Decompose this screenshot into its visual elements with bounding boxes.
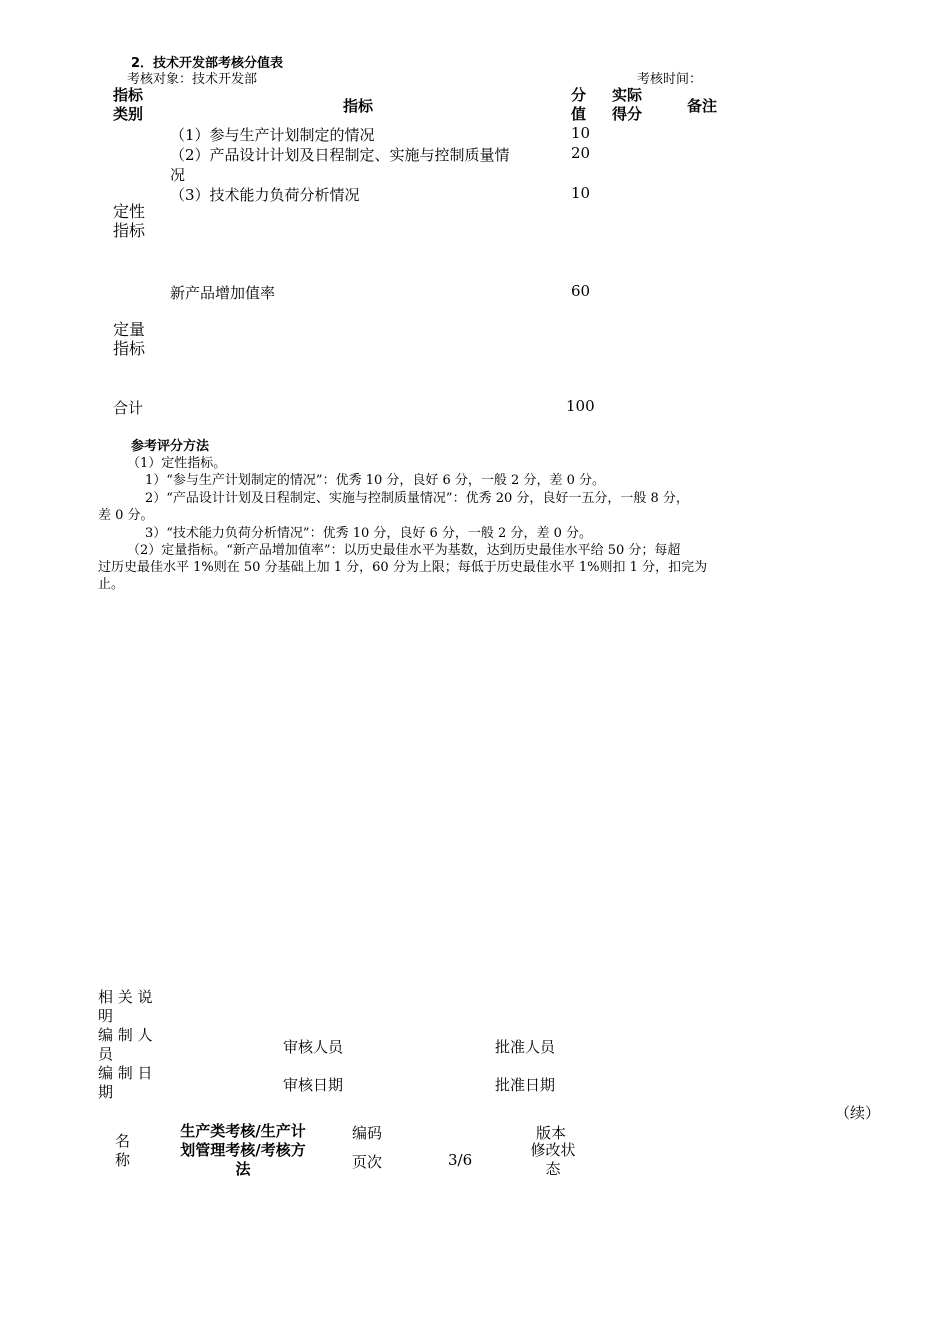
header-actual-score: 实际 得分 (612, 86, 643, 123)
page-value: 3/6 (448, 1151, 473, 1169)
edit-date-label: 编 制 日 期 (98, 1064, 153, 1101)
related-notes-label: 相 关 说 明 (98, 988, 153, 1025)
review-date-label: 审核日期 (283, 1076, 344, 1094)
approver-label: 批准人员 (495, 1038, 556, 1056)
method-title: 参考评分方法 (131, 439, 210, 454)
method-line-3: 2）“产品设计计划及日程制定、实施与控制质量情况”：优秀 20 分，良好一五分，一般 8 分， (145, 491, 689, 506)
assessment-time: 考核时间： (637, 72, 703, 87)
qualitative-label: 定性 指标 (113, 202, 146, 240)
method-line-5-cont: 过历史最佳水平 1%则在 50 分基础上加 1 分，60 分为上限；每低于历史最佳水平 1%则扣 1 分，扣完为 (98, 560, 708, 575)
qualitative-row-1-indicator: （1）参与生产计划制定的情况 (170, 126, 375, 144)
qualitative-row-3-indicator: （3）技术能力负荷分析情况 (170, 186, 360, 204)
method-line-4: 3）“技术能力负荷分析情况”：优秀 10 分，良好 6 分，一般 2 分，差 0 分。 (145, 526, 592, 541)
page-label: 页次 (352, 1153, 383, 1171)
method-line-1: （1）定性指标。 (127, 456, 227, 471)
header-category: 指标 类别 (113, 86, 144, 123)
qualitative-row-2-indicator: （2）产品设计计划及日程制定、实施与控制质量情 (170, 146, 510, 164)
code-label: 编码 (352, 1124, 383, 1142)
header-score: 分 值 (571, 86, 587, 123)
total-score: 100 (566, 397, 595, 415)
version-label: 版本 (536, 1124, 567, 1142)
name-label: 名 称 (115, 1132, 131, 1169)
method-line-5-end: 止。 (98, 577, 125, 592)
document-title: 生产类考核/生产计 划管理考核/考核方 法 (180, 1122, 306, 1178)
editor-label: 编 制 人 员 (98, 1026, 153, 1063)
qualitative-row-1-score: 10 (571, 124, 591, 142)
header-indicator: 指标 (343, 97, 374, 115)
method-line-5: （2）定量指标。“新产品增加值率”：以历史最佳水平为基数，达到历史最佳水平给 50 分；每超 (127, 543, 681, 558)
method-line-3-cont: 差 0 分。 (98, 508, 154, 523)
section-title: 2．技术开发部考核分值表 (131, 56, 284, 71)
continued-label: （续） (835, 1104, 881, 1122)
revision-status-label: 修改状 态 (530, 1141, 576, 1178)
qualitative-row-2-indicator-cont: 况 (170, 166, 186, 184)
qualitative-row-2-score: 20 (571, 144, 591, 162)
header-remark: 备注 (687, 97, 718, 115)
method-line-2: 1）“参与生产计划制定的情况”：优秀 10 分，良好 6 分，一般 2 分，差 0 分。 (145, 473, 605, 488)
total-label: 合计 (113, 399, 144, 417)
quantitative-indicator: 新产品增加值率 (170, 284, 276, 302)
reviewer-label: 审核人员 (283, 1038, 344, 1056)
assessment-subject: 考核对象：技术开发部 (127, 72, 258, 87)
qualitative-row-3-score: 10 (571, 184, 591, 202)
quantitative-score: 60 (571, 282, 591, 300)
quantitative-label: 定量 指标 (113, 320, 146, 358)
approve-date-label: 批准日期 (495, 1076, 556, 1094)
